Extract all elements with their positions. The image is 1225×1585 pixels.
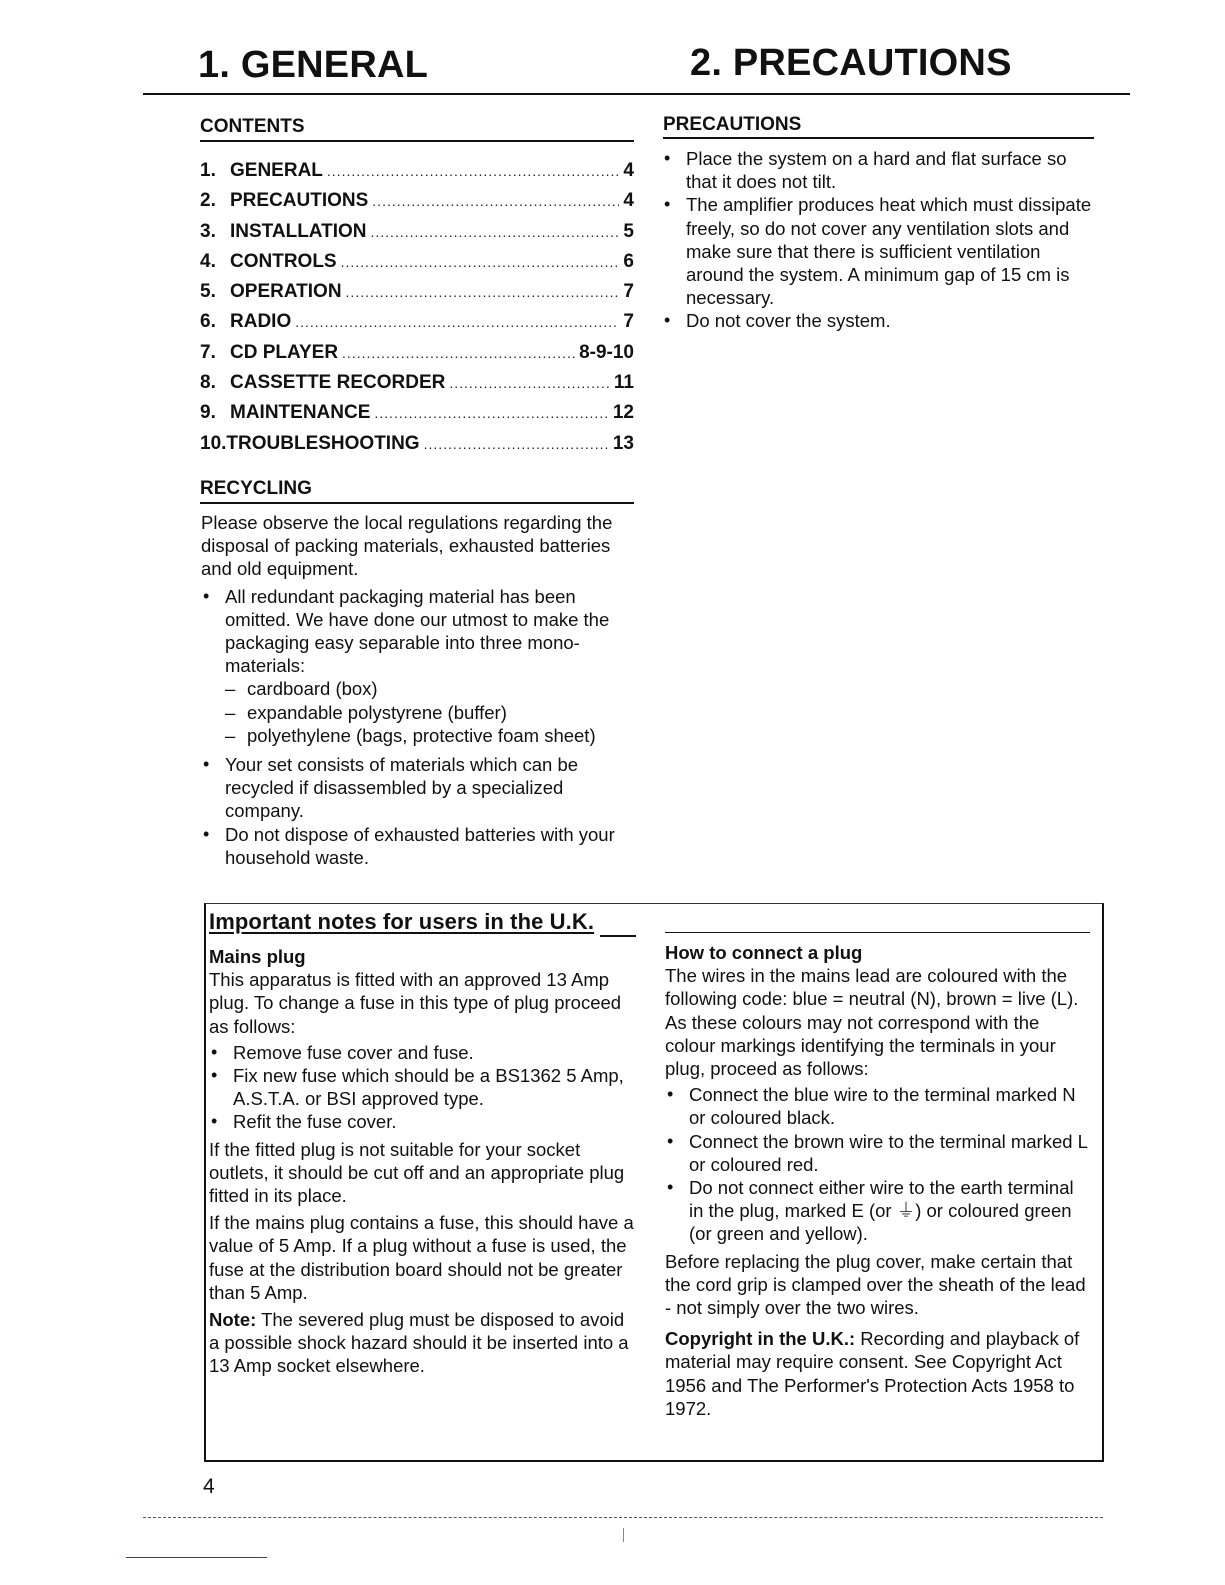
connect-plug-heading: How to connect a plug (665, 942, 863, 963)
toc-page: 8-9-10 (579, 341, 634, 363)
precautions-rule (663, 137, 1094, 139)
toc-number: 7. (200, 341, 216, 363)
connect-plug-section (665, 941, 1093, 1420)
toc-page: 4 (623, 190, 634, 212)
material-item: – cardboard (box) (225, 677, 631, 700)
fuse-step: • Fix new fuse which should be a BS1362 5 Amp, A.S.T.A. or BSI approved type. (209, 1064, 639, 1110)
recycling-rule (200, 502, 634, 504)
mains-plug-section (209, 945, 639, 1378)
toc-number: 2. (200, 190, 216, 212)
toc-entry-cassette-recorder[interactable] (200, 368, 634, 398)
wiring-step: • Connect the brown wire to the terminal marked L or coloured red. (665, 1130, 1093, 1176)
toc-number: 4. (200, 250, 216, 272)
copyright-label: Copyright in the U.K.: (665, 1328, 856, 1350)
connect-plug-para: As these colours may not correspond with the colour markings identifying the terminals in your plug, proceed as follows: (665, 1011, 1056, 1080)
contents-heading: CONTENTS (200, 116, 305, 137)
wiring-step: • Connect the blue wire to the terminal marked N or coloured black. (665, 1083, 1093, 1129)
toc-leader-dots (327, 156, 620, 186)
toc-leader-dots (371, 217, 620, 247)
precaution-item: • Do not cover the system. (662, 309, 1094, 332)
footer-rule (143, 1517, 1103, 1518)
toc-entry-controls[interactable] (200, 247, 634, 277)
toc-entry-general[interactable] (200, 156, 634, 186)
scan-mark (623, 1528, 624, 1542)
toc-page: 5 (623, 220, 634, 242)
toc-number: 9. (200, 402, 216, 424)
toc-entry-cd-player[interactable] (200, 338, 634, 368)
toc-label: TROUBLESHOOTING (226, 432, 420, 454)
toc-label: INSTALLATION (230, 220, 367, 242)
uk-title-rule-tail (600, 935, 636, 937)
mains-plug-note (209, 1308, 639, 1378)
toc-number: 6. (200, 311, 216, 333)
toc-leader-dots (449, 368, 610, 398)
uk-notes-title-text: Important notes for users in the U.K. (209, 909, 595, 934)
mains-plug-intro: This apparatus is fitted with an approved 13 Amp plug. To change a fuse in this type of plug proceed as follows: (209, 969, 622, 1037)
note-label: Note: (209, 1309, 257, 1331)
toc-label: PRECAUTIONS (230, 190, 369, 212)
fuse-step: • Refit the fuse cover. (209, 1110, 639, 1133)
uk-notes-title (209, 909, 594, 935)
toc-entry-installation[interactable] (200, 217, 634, 247)
toc-leader-dots (295, 307, 619, 337)
toc-label: CASSETTE RECORDER (230, 372, 446, 394)
recycling-bullet (201, 585, 631, 747)
toc-entry-troubleshooting[interactable] (200, 429, 634, 459)
toc-number: 8. (200, 372, 216, 394)
copyright-text: Recording and playback of material may require consent. See Copyright Act 1956 and The Performer's Protection Acts 1958 to 1972. (665, 1328, 1080, 1419)
toc-page: 13 (612, 432, 634, 454)
table-of-contents (200, 156, 634, 459)
toc-entry-precautions[interactable] (200, 186, 634, 216)
section-heading-precautions: 2. PRECAUTIONS (690, 42, 1012, 84)
toc-number: 1. (200, 160, 216, 181)
material-item: – expandable polystyrene (buffer) (225, 701, 631, 724)
toc-page: 7 (623, 281, 634, 303)
toc-page: 7 (623, 311, 634, 333)
toc-leader-dots (342, 338, 575, 368)
toc-label: MAINTENANCE (230, 402, 371, 424)
toc-leader-dots (341, 247, 620, 277)
toc-label: GENERAL (230, 160, 323, 181)
link-underline[interactable] (126, 1557, 267, 1558)
recycling-bullet: • Your set consists of materials which can be recycled if disassembled by a specialized company. (201, 753, 631, 823)
toc-entry-radio[interactable] (200, 307, 634, 337)
connect-plug-closing: Before replacing the plug cover, make certain that the cord grip is clamped over the sheath of the lead - not simply over the two wires. (665, 1250, 1086, 1319)
toc-number: 10. (200, 432, 227, 454)
toc-page: 12 (612, 402, 634, 424)
connect-plug-intro: The wires in the mains lead are coloured with the following code: blue = neutral (N), brown = live (L). (665, 965, 1079, 1010)
recycling-section (201, 511, 631, 869)
wiring-step: • Do not connect either wire to the earth terminal in the plug, marked E (or ⏚) or coloured green (or green and yellow). (665, 1176, 1093, 1246)
copyright-notice (665, 1327, 1093, 1420)
precaution-item: • The amplifier produces heat which must dissipate freely, so do not cover any ventilation slots and make sure that there is sufficient ventilation around the system. A minimum gap of 15 cm is necessary. (662, 193, 1094, 309)
mains-plug-heading: Mains plug (209, 946, 306, 967)
toc-number: 3. (200, 220, 216, 242)
note-text: The severed plug must be disposed to avoid a possible shock hazard should it be inserted into a 13 Amp socket elsewhere. (209, 1309, 629, 1377)
fuse-step: • Remove fuse cover and fuse. (209, 1041, 639, 1064)
toc-leader-dots (372, 186, 619, 216)
recycling-bullet: • Do not dispose of exhausted batteries with your household waste. (201, 823, 631, 869)
toc-label: CD PLAYER (230, 341, 339, 363)
recycling-bullet-text: All redundant packaging material has been omitted. We have done our utmost to make the packaging easy separable into three mono-materials: (225, 585, 610, 677)
contents-rule (200, 140, 634, 142)
precautions-list (662, 147, 1094, 333)
toc-number: 5. (200, 281, 216, 303)
toc-leader-dots (374, 398, 608, 428)
precautions-heading: PRECAUTIONS (663, 114, 802, 135)
recycling-heading: RECYCLING (200, 478, 312, 499)
section-heading-general: 1. GENERAL (198, 44, 429, 86)
toc-entry-operation[interactable] (200, 277, 634, 307)
toc-page: 11 (613, 372, 634, 394)
page-number: 4 (203, 1475, 215, 1498)
toc-page: 4 (623, 160, 634, 181)
precaution-item: • Place the system on a hard and flat surface so that it does not tilt. (662, 147, 1094, 193)
mains-plug-para-1: If the fitted plug is not suitable for your socket outlets, it should be cut off and an appropriate plug fitted in its place. (209, 1138, 625, 1207)
mains-plug-para-2: If the mains plug contains a fuse, this should have a value of 5 Amp. If a plug without a fuse is used, the fuse at the distribution board should not be greater than 5 Amp. (209, 1212, 634, 1303)
recycling-intro: Please observe the local regulations regarding the disposal of packing materials, exhausted batteries and old equipment. (201, 512, 613, 580)
toc-leader-dots (424, 429, 609, 459)
uk-right-rule (665, 932, 1090, 933)
toc-label: RADIO (230, 311, 292, 333)
header-divider (143, 93, 1130, 95)
toc-label: CONTROLS (230, 250, 337, 272)
toc-label: OPERATION (230, 281, 342, 303)
toc-entry-maintenance[interactable] (200, 398, 634, 428)
toc-page: 6 (623, 250, 634, 272)
material-item: – polyethylene (bags, protective foam sheet) (225, 724, 631, 747)
toc-leader-dots (346, 277, 620, 307)
